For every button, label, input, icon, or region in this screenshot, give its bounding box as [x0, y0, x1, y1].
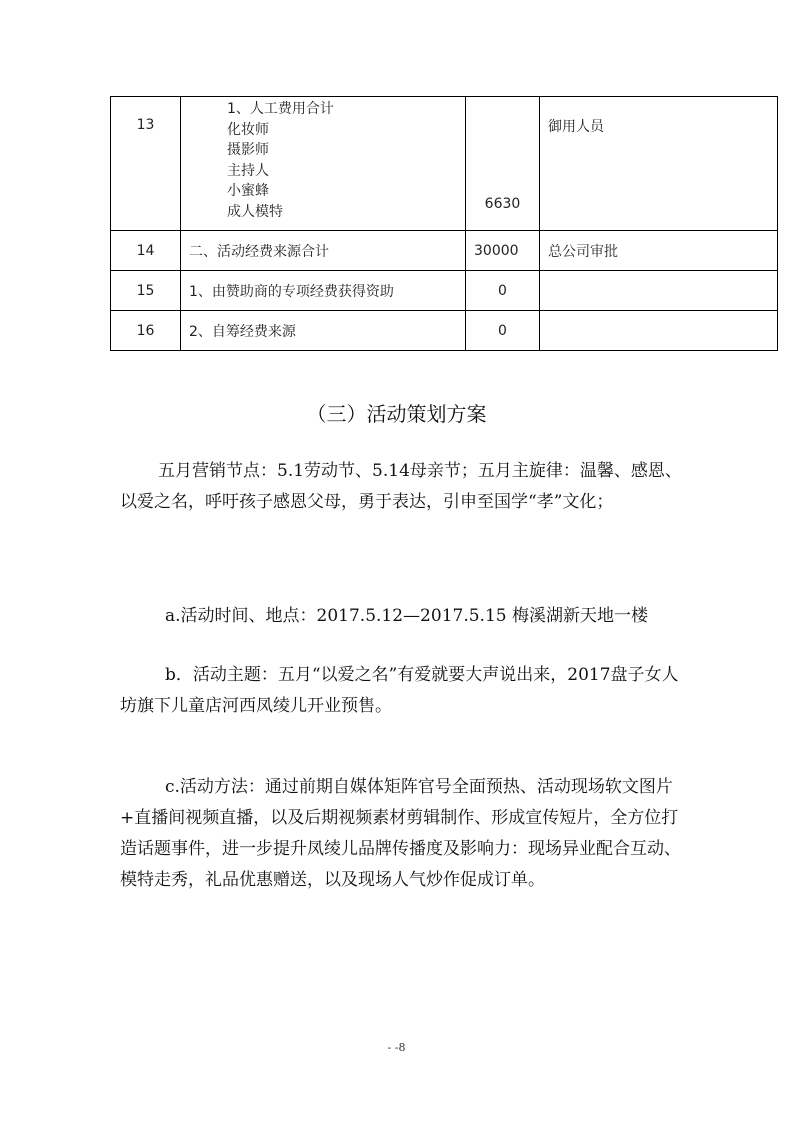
- note-cell: [540, 311, 778, 351]
- paragraph-marketing-nodes: 五月营销节点：5.1劳动节、5.14母亲节；五月主旋律：温馨、感恩、以爱之名，呼吁孩子感恩父母，勇于表达，引申至国学“孝”文化；: [120, 461, 682, 512]
- note-cell: 御用人员: [540, 97, 778, 231]
- item-line: 小蜜蜂: [227, 183, 269, 200]
- row-number: 16: [111, 311, 181, 351]
- table-row: [111, 97, 778, 231]
- amount-cell: 0: [466, 311, 540, 351]
- table-row: [111, 311, 778, 351]
- table-row: [111, 231, 778, 271]
- section-heading: （三）活动策划方案: [306, 402, 487, 426]
- page-number: - -8: [387, 1041, 406, 1054]
- amount-cell: 30000: [466, 231, 540, 271]
- amount-cell: 0: [466, 271, 540, 311]
- item-cell: 2、自筹经费来源: [181, 311, 466, 351]
- budget-table: [110, 96, 778, 351]
- item-cell: 1、由赞助商的专项经费获得资助: [181, 271, 466, 311]
- item-line: 1、人工费用合计: [227, 101, 334, 117]
- paragraph-time-location: a.活动时间、地点：2017.5.12—2017.5.15 梅溪湖新天地一楼: [165, 606, 648, 626]
- item-line: 化妆师: [227, 121, 269, 138]
- paragraph-theme: b．活动主题：五月“以爱之名”有爱就要大声说出来，2017盘子女人坊旗下儿童店河西凤绫儿开业预售。: [120, 665, 679, 716]
- paragraph-method: c.活动方法：通过前期自媒体矩阵官号全面预热、活动现场软文图片+直播间视频直播，以及后期视频素材剪辑制作、形成宣传短片，全方位打造话题事件，进一步提升凤绫儿品牌传播度及影响力：现场异业配合互动、模特走秀，礼品优惠赠送，以及现场人气炒作促成订单。: [120, 777, 681, 890]
- row-number: 14: [111, 231, 181, 271]
- table-row: [111, 271, 778, 311]
- item-line: 成人模特: [227, 203, 283, 220]
- item-cell: [181, 97, 466, 231]
- item-cell: 二、活动经费来源合计: [181, 231, 466, 271]
- note-cell: 总公司审批: [540, 231, 778, 271]
- amount-cell: 6630: [466, 97, 540, 231]
- row-number: 15: [111, 271, 181, 311]
- note-cell: [540, 271, 778, 311]
- item-line: 主持人: [227, 162, 269, 179]
- row-number: 13: [111, 97, 181, 231]
- item-line: 摄影师: [227, 142, 269, 159]
